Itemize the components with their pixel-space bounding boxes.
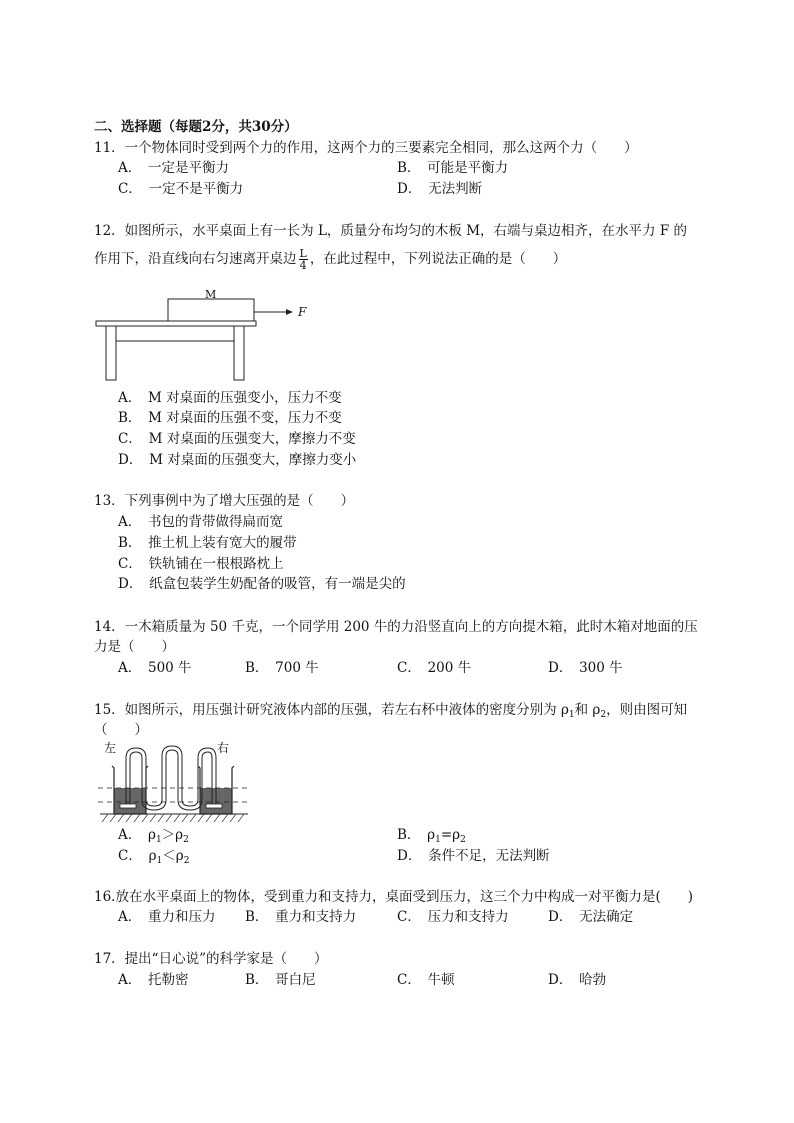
question-15-line1-pre: 15．如图所示，用压强计研究液体内部的压强，若左右杯中液体的密度分别为 ρ: [94, 702, 569, 718]
q14-option-a[interactable]: A． 500 牛: [118, 660, 192, 676]
q15-option-a-op: ＞ρ: [161, 827, 184, 843]
q13-option-a[interactable]: A． 书包的背带做得扁而宽: [118, 514, 283, 530]
q17-option-d[interactable]: D． 哈勃: [548, 972, 607, 988]
q17-option-b[interactable]: B． 哥白尼: [245, 972, 316, 988]
question-15-line1-mid: 和 ρ: [574, 702, 601, 718]
force-arrow-head: [286, 309, 293, 315]
q15-option-c-op: ＜ρ: [162, 848, 184, 864]
board-label-m: M: [205, 288, 217, 301]
question-15-line2: （ ）: [94, 722, 148, 738]
q15-option-b-pre: B． ρ: [397, 827, 436, 843]
q16-option-c[interactable]: C． 压力和支持力: [397, 909, 509, 925]
rho-sub-2: 2: [600, 710, 607, 720]
force-label-f: F: [298, 305, 307, 319]
right-probe: [206, 804, 222, 808]
question-12-line2-pre: 作用下，沿直线向右匀速离开桌边: [94, 251, 297, 267]
q11-option-a[interactable]: A． 一定是平衡力: [118, 160, 229, 176]
left-probe: [120, 804, 136, 808]
rho-sub-1: 1: [568, 710, 575, 720]
question-14-line1: 14．一木箱质量为 50 千克，一个同学用 200 牛的力沿竖直向上的方向提木箱，此时木箱对地面的压: [94, 619, 698, 635]
q13-option-c[interactable]: C． 铁轨铺在一根根路枕上: [118, 556, 284, 572]
question-12-line1: 12．如图所示，水平桌面上有一长为 L，质量分布均匀的木板 M，右端与桌边相齐，在水平力 F 的: [94, 223, 687, 239]
q15-b-sub-1: 1: [435, 835, 441, 845]
figure-label-right: 右: [217, 741, 230, 755]
q15-a-sub-2: 2: [183, 835, 189, 845]
fraction-numerator: L: [299, 247, 307, 260]
question-16-text: 16.放在水平桌面上的物体，受到重力和支持力，桌面受到压力，这三个力中构成一对平衡力是( ): [94, 889, 694, 905]
q12-option-d[interactable]: D． M 对桌面的压强变大，摩擦力变小: [118, 452, 357, 468]
figure-label-left: 左: [104, 741, 117, 755]
q11-option-d[interactable]: D． 无法判断: [397, 181, 483, 197]
q14-option-c[interactable]: C． 200 牛: [397, 660, 472, 676]
q15-option-a-pre: A． ρ: [118, 827, 156, 843]
q14-option-d[interactable]: D． 300 牛: [548, 660, 623, 676]
q12-option-c[interactable]: C． M 对桌面的压强变大，摩擦力不变: [118, 431, 356, 447]
q11-option-b[interactable]: B． 可能是平衡力: [397, 160, 509, 176]
section-title: 二、选择题（每题2分，共30分）: [94, 119, 298, 135]
table-top: [96, 321, 256, 326]
table-leg-right: [234, 326, 244, 380]
q15-option-b[interactable]: [397, 826, 466, 849]
table-leg-left: [106, 326, 116, 380]
question-15-line1: [94, 701, 687, 724]
question-14-line2: 力是（ ）: [94, 639, 175, 655]
question-11-text: 11．一个物体同时受到两个力的作用，这两个力的三要素完全相同，那么这两个力（ ）: [94, 140, 638, 156]
q12-option-b[interactable]: B． M 对桌面的压强不变，压力不变: [118, 410, 342, 426]
q15-option-b-op: =ρ: [440, 827, 461, 843]
q16-option-a[interactable]: A． 重力和压力: [118, 909, 216, 925]
q15-c-sub-2: 2: [183, 856, 190, 866]
q11-option-c[interactable]: C． 一定不是平衡力: [118, 181, 244, 197]
q16-option-b[interactable]: B． 重力和支持力: [245, 909, 357, 925]
q12-option-a[interactable]: A． M 对桌面的压强变小，压力不变: [118, 390, 342, 406]
q15-option-c-pre: C． ρ: [118, 848, 157, 864]
q16-option-d[interactable]: D． 无法确定: [548, 909, 634, 925]
question-17-text: 17．提出“日心说”的科学家是（ ）: [94, 951, 328, 967]
q15-a-sub-1: 1: [155, 835, 162, 845]
q17-option-a[interactable]: A． 托勒密: [118, 972, 189, 988]
q15-c-sub-1: 1: [156, 856, 163, 866]
question-13-text: 13．下列事例中为了增大压强的是（ ）: [94, 493, 355, 509]
q15-option-a[interactable]: [118, 826, 189, 849]
q17-option-c[interactable]: C． 牛顿: [397, 972, 455, 988]
question-12-line2-post: ，在此过程中，下列说法正确的是（ ）: [309, 251, 567, 267]
ground-hatch: [102, 814, 244, 822]
fraction-l-over-4: [299, 248, 308, 271]
q13-option-b[interactable]: B． 推土机上装有宽大的履带: [118, 535, 297, 551]
question-15-line1-post: ，则由图可知: [606, 702, 688, 718]
q15-b-sub-2: 2: [460, 835, 466, 845]
manometer-figure: [98, 742, 258, 824]
q14-option-b[interactable]: B． 700 牛: [245, 660, 319, 676]
q13-option-d[interactable]: D． 纸盒包装学生奶配备的吸管，有一端是尖的: [118, 576, 406, 592]
q15-option-c[interactable]: [118, 847, 189, 870]
fraction-denominator: 4: [299, 259, 307, 272]
q15-option-d[interactable]: D． 条件不足，无法判断: [397, 848, 550, 864]
question-12-line2: [94, 248, 566, 271]
